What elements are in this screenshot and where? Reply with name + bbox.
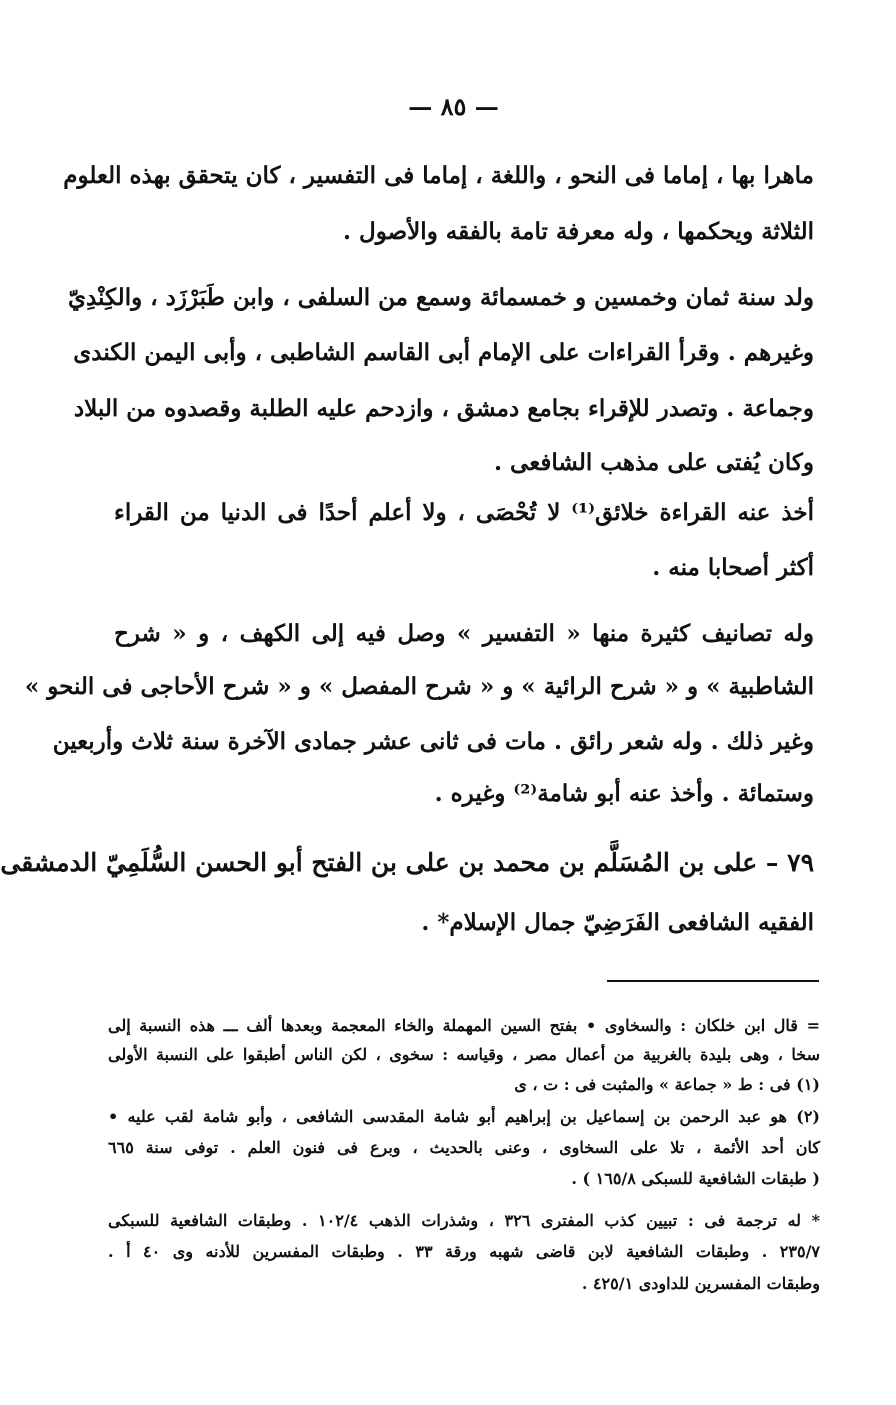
body-line: الشاطبية » و « شرح الرائية » و « شرح المفصل » و « شرح الأحاجى فى النحو » <box>24 673 814 700</box>
body-line: أكثر أصحابا منه . <box>652 554 814 581</box>
footnote-line: * له ترجمة فى : تبيين كذب المفترى ٣٢٦ ، وشذرات الذهب ١٠٢/٤ . وطبقات الشافعية للسبكى <box>108 1211 820 1230</box>
footnote-line: كان أحد الأئمة ، تلا على السخاوى ، وعنى بالحديث ، وبرع فى فنون العلم . توفى سنة ٦٦٥ <box>108 1138 820 1157</box>
body-line: وكان يُفتى على مذهب الشافعى . <box>494 449 814 476</box>
footnote-divider <box>607 980 819 982</box>
body-line: وغيرهم . وقرأ القراءات على الإمام أبى القاسم الشاطبى ، وأبى اليمن الكندى <box>73 339 814 366</box>
footnote-line: ٢٣٥/٧ . وطبقات الشافعية لابن قاضى شهبه ورقة ٣٣ . وطبقات المفسرين للأدنه وى ٤٠ أ . <box>108 1242 820 1261</box>
footnote-line: سخا ، وهى بليدة بالغربية من أعمال مصر ، وقياسه : سخوى ، لكن الناس أطبقوا على النسبة الأولى <box>108 1045 820 1064</box>
body-line: أخذ عنه القراءة خلائق⁽¹⁾ لا تُحْصَى ، ولا أعلم أحدًا فى الدنيا من القراء <box>114 499 814 526</box>
body-line: ماهرا بها ، إماما فى النحو ، واللغة ، إماما فى التفسير ، كان يتحقق بهذه العلوم <box>63 162 814 189</box>
footnote-line: (١) فى : ط « جماعة » والمثبت فى : ت ، ى <box>514 1075 820 1094</box>
body-line: الثلاثة ويحكمها ، وله معرفة تامة بالفقه والأصول . <box>343 218 814 245</box>
page-number: — ٨٥ — <box>408 92 499 121</box>
footnote-line: (٢) هو عبد الرحمن بن إسماعيل بن إبراهيم أبو شامة المقدسى الشافعى ، وأبو شامة لقب عليه • <box>108 1107 820 1126</box>
entry-heading <box>0 847 814 879</box>
body-line: ولد سنة ثمان وخمسين و خمسمائة وسمع من السلفى ، وابن طَبَرْزَد ، والكِنْدِيّ <box>67 284 814 311</box>
body-line: وجماعة . وتصدر للإقراء بجامع دمشق ، وازدحم عليه الطلبة وقصدوه من البلاد <box>73 395 814 422</box>
entry-name: – على بن المُسَلَّم بن محمد بن على بن الفتح أبو الحسن السُّلَمِيّ الدمشقى <box>0 848 779 877</box>
footnote-line: وطبقات المفسرين للداودى ٤٢٥/١ . <box>581 1274 820 1293</box>
body-line: وله تصانيف كثيرة منها « التفسير » وصل فيه إلى الكهف ، و « شرح <box>114 620 814 647</box>
footnote-line: ( طبقات الشافعية للسبكى ١٦٥/٨ ) . <box>571 1169 820 1188</box>
entry-number: ٧٩ <box>787 848 814 877</box>
entry-heading-continued: الفقيه الشافعى الفَرَضِيّ جمال الإسلام* . <box>421 909 814 936</box>
body-line: وستمائة . وأخذ عنه أبو شامة⁽²⁾ وغيره . <box>434 780 814 807</box>
footnote-line: = قال ابن خلكان : والسخاوى • بفتح السين المهملة والخاء المعجمة وبعدها ألف ـــ هذه النسبة إلى <box>108 1016 821 1035</box>
body-line: وغير ذلك . وله شعر رائق . مات فى ثانى عشر جمادى الآخرة سنة ثلاث وأربعين <box>52 728 814 755</box>
